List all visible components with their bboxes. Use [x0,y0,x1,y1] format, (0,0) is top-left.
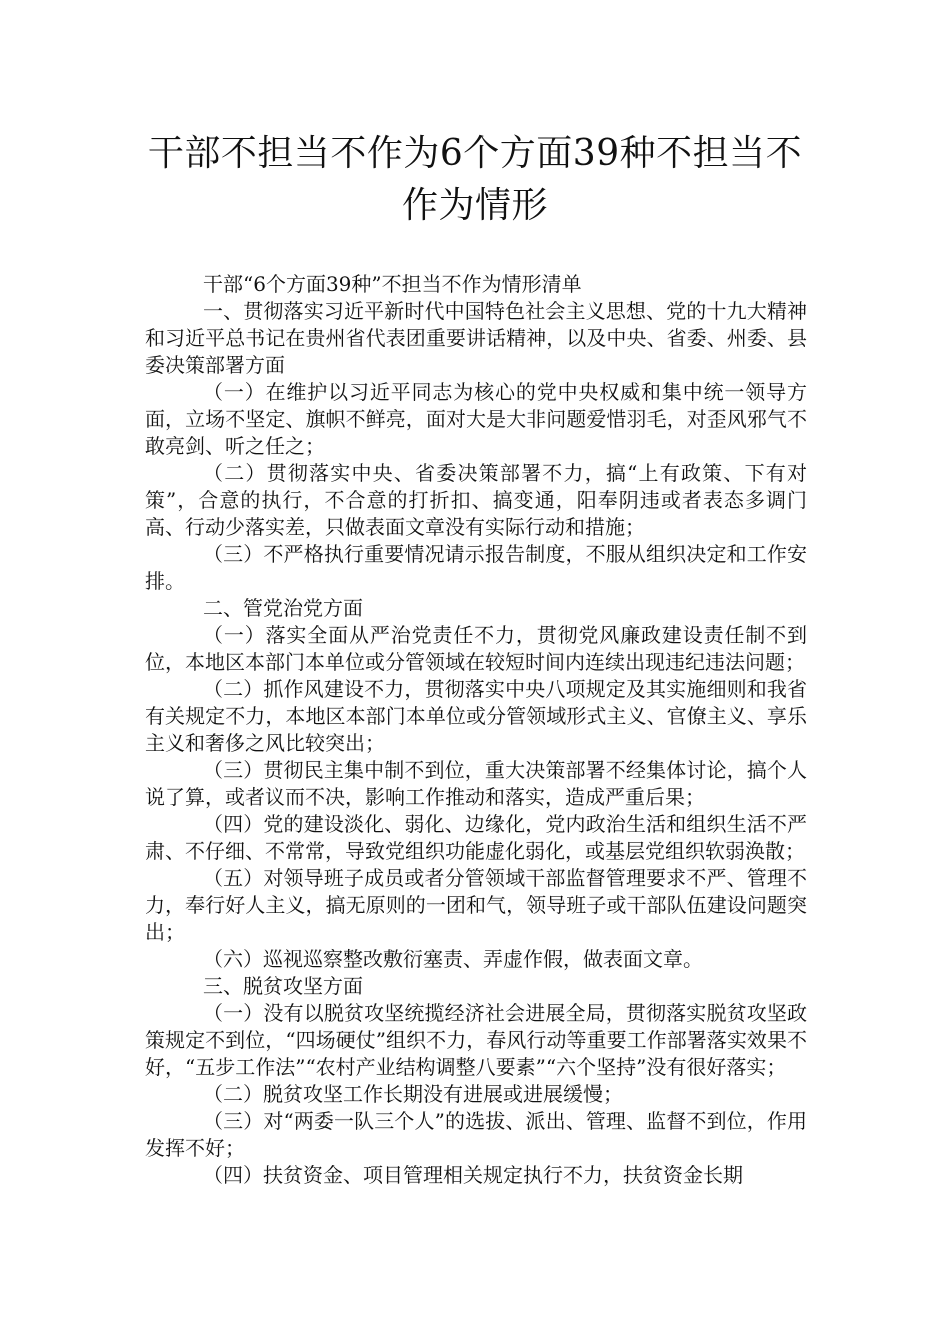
section-heading-1: 一、贯彻落实习近平新时代中国特色社会主义思想、党的十九大精神和习近平总书记在贵州省代表团重要讲话精神，以及中央、省委、州委、县委决策部署方面 [145,299,807,377]
section-3-item-1: （一）没有以脱贫攻坚统揽经济社会进展全局，贯彻落实脱贫攻坚政策规定不到位，“四场硬仗”组织不力，春风行动等重要工作部署落实效果不好，“五步工作法”“农村产业结构调整八要素”“六个坚持”没有很好落实； [145,1001,807,1079]
section-1-item-2: （二）贯彻落实中央、省委决策部署不力，搞“上有政策、下有对策”，合意的执行，不合意的打折扣、搞变通，阳奉阴违或者表态多调门高、行动少落实差，只做表面文章没有实际行动和措施； [145,461,807,539]
document-title: 干部不担当不作为6个方面39种不担当不作为情形 [147,133,803,226]
section-1-item-3: （三）不严格执行重要情况请示报告制度，不服从组织决定和工作安排。 [145,542,807,593]
section-1-item-1: （一）在维护以习近平同志为核心的党中央权威和集中统一领导方面，立场不坚定、旗帜不鲜亮，面对大是大非问题爱惜羽毛，对歪风邪气不敢亮剑、听之任之； [145,380,807,458]
document-body [145,271,807,1189]
section-2-item-4: （四）党的建设淡化、弱化、边缘化，党内政治生活和组织生活不严肃、不仔细、不常常，导致党组织功能虚化弱化，或基层党组织软弱涣散； [145,812,807,863]
section-heading-3: 三、脱贫攻坚方面 [203,974,363,998]
section-3-item-4: （四）扶贫资金、项目管理相关规定执行不力，扶贫资金长期 [203,1163,743,1187]
section-2-item-2: （二）抓作风建设不力，贯彻落实中央八项规定及其实施细则和我省有关规定不力，本地区本部门本单位或分管领域形式主义、官僚主义、享乐主义和奢侈之风比较突出； [145,677,807,755]
section-2-item-1: （一）落实全面从严治党责任不力，贯彻党风廉政建设责任制不到位，本地区本部门本单位或分管领域在较短时间内连续出现违纪违法问题； [145,623,807,674]
list-heading: 干部“6个方面39种”不担当不作为情形清单 [203,272,582,296]
section-3-item-3: （三）对“两委一队三个人”的选拔、派出、管理、监督不到位，作用发挥不好； [145,1109,807,1160]
section-2-item-5: （五）对领导班子成员或者分管领域干部监督管理要求不严、管理不力，奉行好人主义，搞无原则的一团和气，领导班子或干部队伍建设问题突出； [145,866,807,944]
section-2-item-6: （六）巡视巡察整改敷衍塞责、弄虚作假，做表面文章。 [203,947,703,971]
section-heading-2: 二、管党治党方面 [203,596,363,620]
section-2-item-3: （三）贯彻民主集中制不到位，重大决策部署不经集体讨论，搞个人说了算，或者议而不决，影响工作推动和落实，造成严重后果； [145,758,807,809]
section-3-item-2: （二）脱贫攻坚工作长期没有进展或进展缓慢； [203,1082,623,1106]
